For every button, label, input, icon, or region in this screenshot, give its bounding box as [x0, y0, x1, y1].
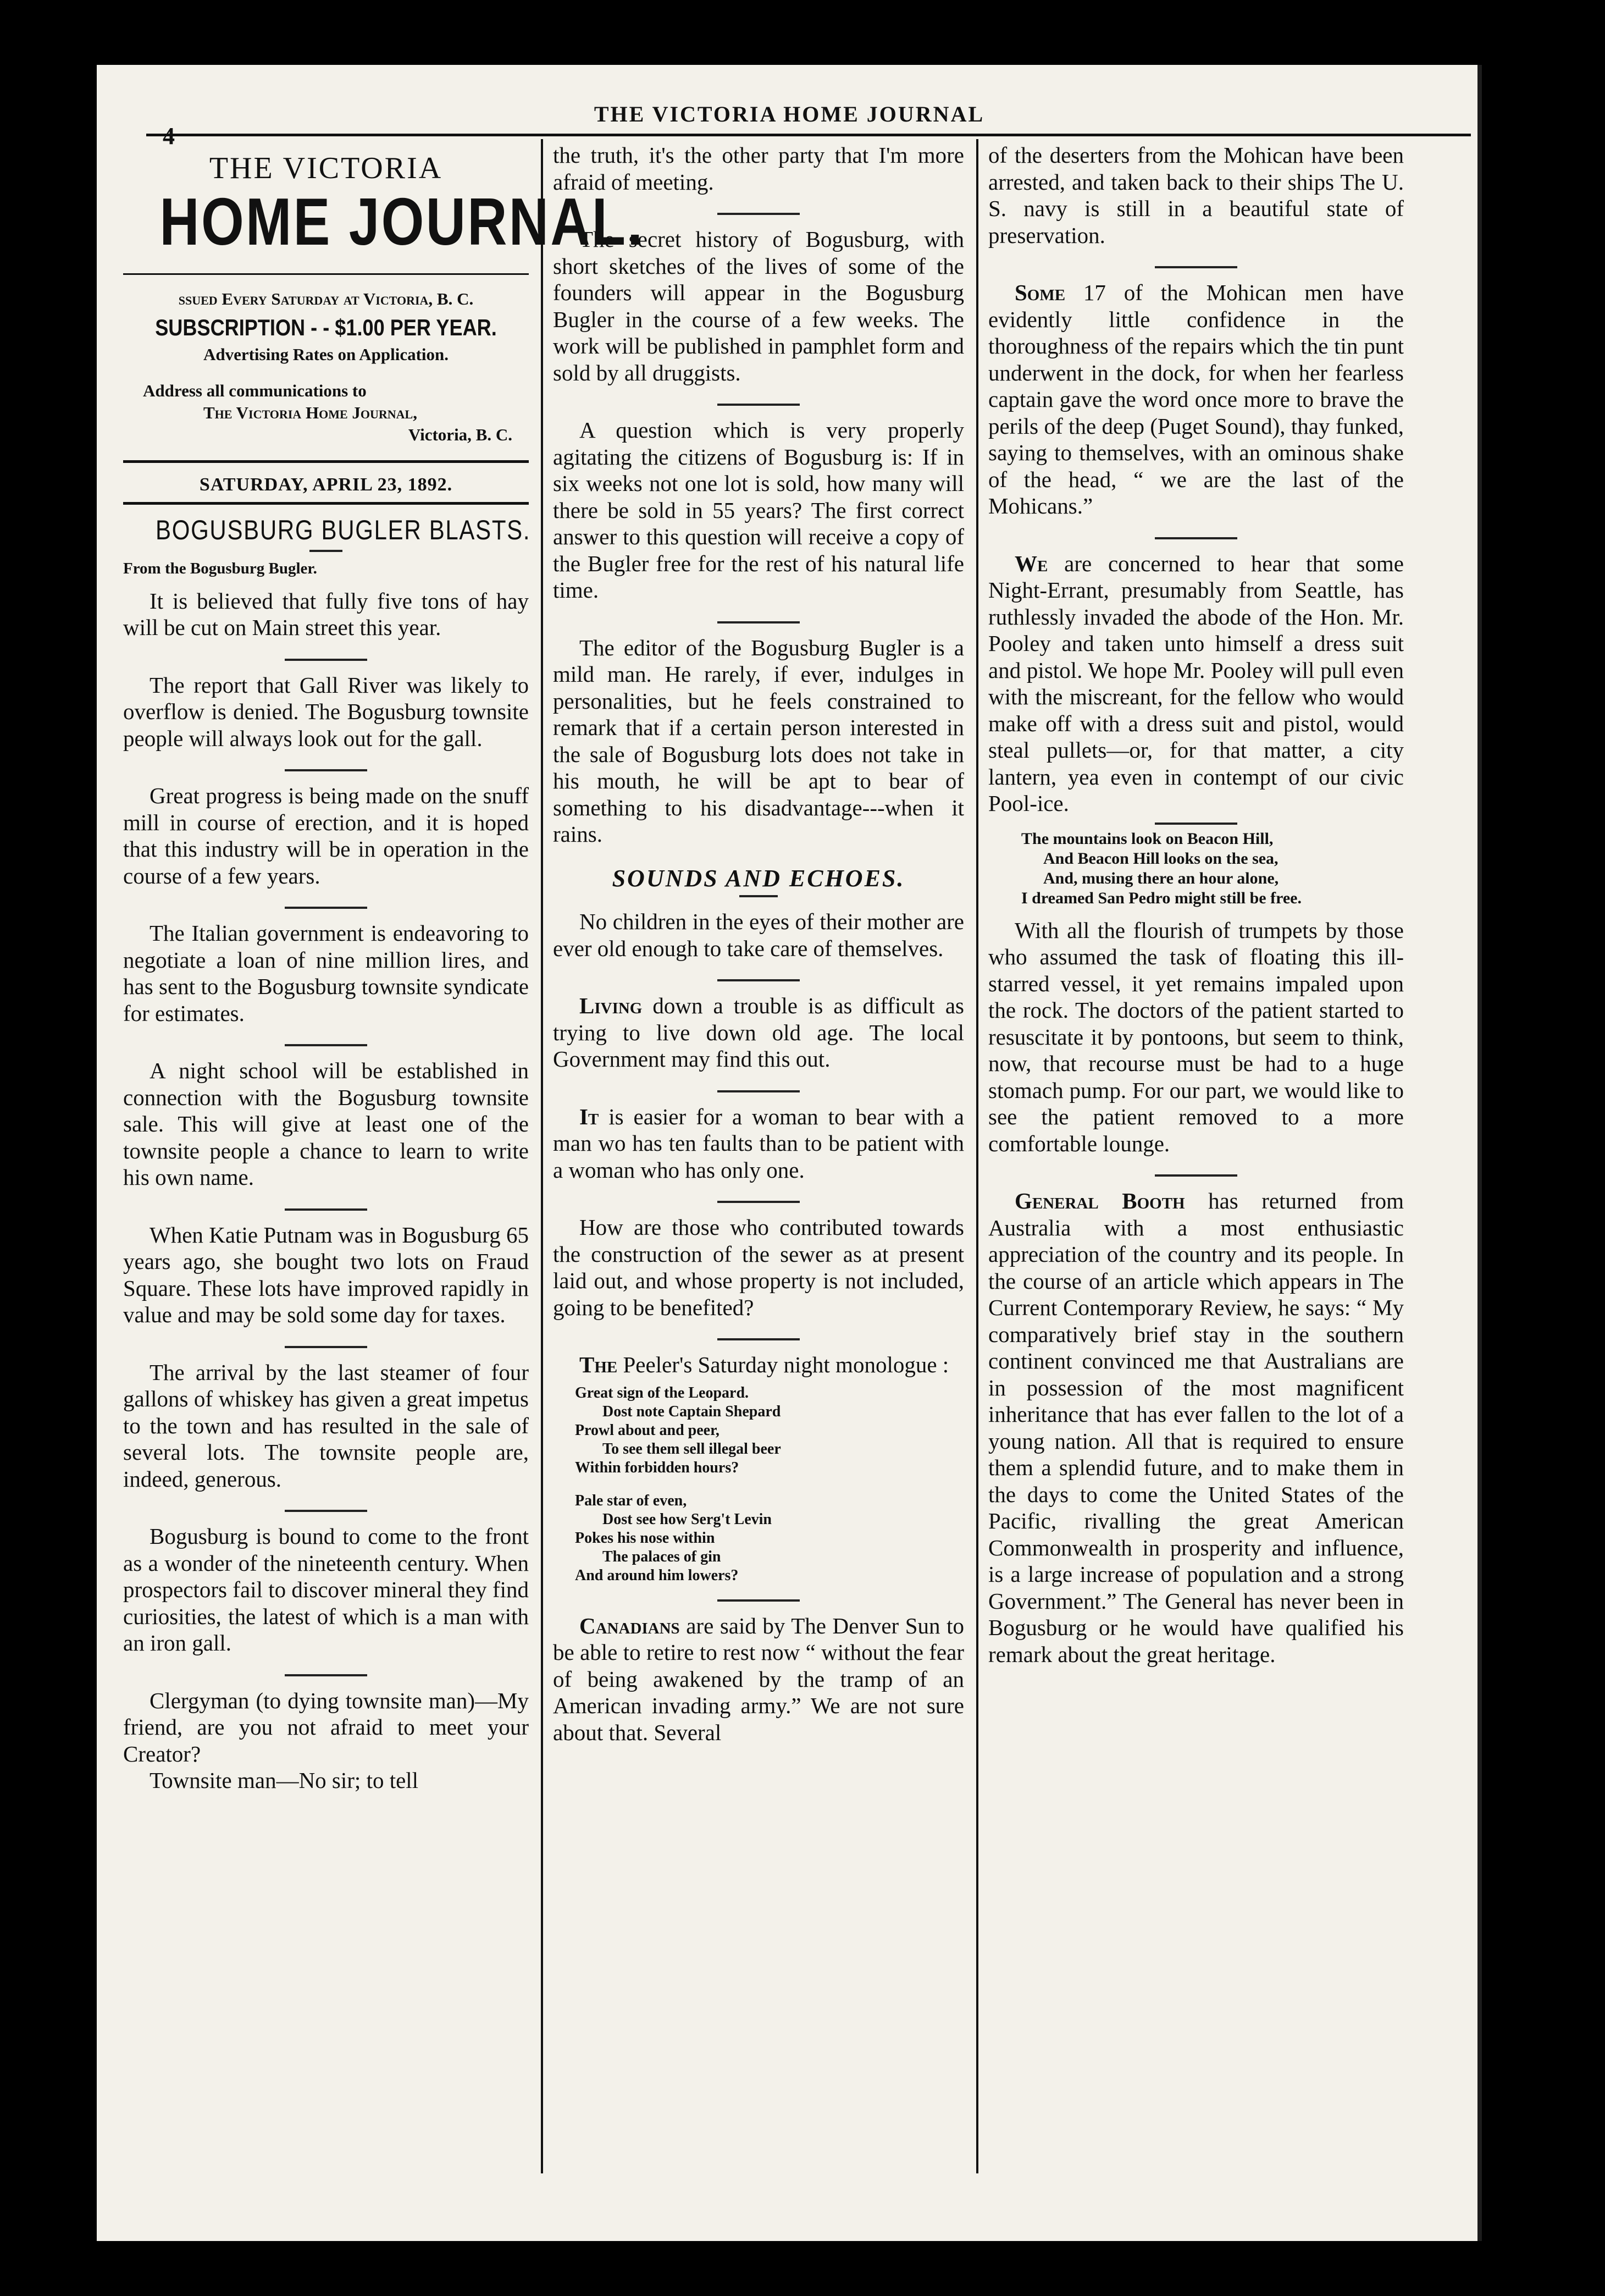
separator-dash: [1155, 266, 1237, 268]
separator-dash: [717, 1599, 800, 1602]
column-rule-1: [541, 139, 543, 2173]
paragraph-text: are said by The Denver Sun to be able to retire to rest now “ without the fear of being awakened by the tramp of an American invading army.” We are not sure about that. Several: [553, 1613, 964, 1745]
masthead-rule: [123, 273, 529, 275]
lead-word: We: [1015, 550, 1048, 576]
separator-dash: [285, 1510, 367, 1512]
poem-stanza-2: [575, 1492, 964, 1585]
poem-stanza-1: [575, 1384, 964, 1477]
separator-dash: [717, 213, 800, 215]
separator-dash: [717, 1338, 800, 1340]
article-paragraph: [553, 992, 964, 1073]
separator-dash: [285, 1674, 367, 1676]
masthead-title: HOME JOURNAL.: [159, 184, 645, 259]
section-heading-sounds: SOUNDS AND ECHOES.: [612, 864, 905, 892]
section-heading-bugler: BOGUSBURG BUGLER BLASTS.: [156, 514, 531, 545]
source-line: From the Bogusburg Bugler.: [123, 560, 317, 577]
poem-line: Pale star of even,: [575, 1492, 687, 1509]
article-paragraph: Townsite man—No sir; to tell: [150, 1768, 419, 1793]
article-paragraph: Bogusburg is bound to come to the front as a wonder of the nineteenth century. When prospectors fail to discover mineral they find curiosities, the latest of which is a man with an iron gall.: [123, 1524, 529, 1655]
page-edge: [1477, 65, 1482, 2241]
article-paragraph: The Italian government is endeavoring to negotiate a loan of nine million lires, and has sent to the Bogusburg townsite syndicate for estimates.: [123, 920, 529, 1026]
article-paragraph: With all the flourish of trumpets by those who assumed the task of floating this ill-starred vessel, it yet remains impaled upon the rock. The doctors of the patient started to resuscitate it by pontoons, but seem to think, now, that recourse must be had to a huge stomach pump. For our part, we would like to see the patient removed to a more comfortable lounge.: [988, 917, 1404, 1156]
article-paragraph: When Katie Putnam was in Bogusburg 65 years ago, she bought two lots on Fraud Square. These lots have improved rapidly in value and may be sold some day for taxes.: [123, 1222, 529, 1327]
paragraph-text: has returned from Australia with a most enthusiastic appreciation of the country and its people. In the course of an article which appears in The Current Contemporary Review, he says: “ My comparatively brief stay in the southern continent convinced me that Australians are in possession of the most magnificent inheritance that has ever fallen to the lot of a young nation. All that is required to ensure them a splendid future, and to make them in the days to come the United States of the Pacific, rivalling the great American Commonwealth in prosperity and influence, is a large increase of population and a strong Government.” The General has never been in Bogusburg or he would have qualified his remark about the great heritage.: [988, 1188, 1404, 1667]
address-line-1: Address all communications to: [143, 381, 367, 400]
newspaper-page: [97, 65, 1482, 2241]
poem-stanza: [1021, 829, 1404, 908]
article-paragraph: It is believed that fully five tons of hay will be cut on Main street this year.: [123, 588, 529, 640]
lead-word: Canadians: [579, 1613, 680, 1638]
lead-word: General Booth: [1015, 1188, 1185, 1213]
paragraph-text: down a trouble is as difficult as trying to live down old age. The local Government may find this out.: [553, 993, 964, 1072]
masthead-line1: THE VICTORIA: [209, 151, 443, 185]
poem-line: Dost note Captain Shepard: [602, 1403, 781, 1420]
separator-dash: [717, 979, 800, 981]
separator-dash: [717, 404, 800, 406]
article-paragraph: The secret history of Bogusburg, with short sketches of the lives of some of the founders will appear in the Bogusburg Bugler in the course of a few weeks. The work will be published in pamphlet form and sold by all druggists.: [553, 227, 964, 385]
article-paragraph: The report that Gall River was likely to overflow is denied. The Bogusburg townsite people will always look out for the gall.: [123, 672, 529, 751]
section-dash: [739, 895, 778, 897]
article-paragraph: [988, 1188, 1404, 1668]
article-paragraph: of the deserters from the Mohican have been arrested, and taken back to their ships The U. S. navy is still in a beautiful state of preservation.: [988, 142, 1404, 248]
article-paragraph: No children in the eyes of their mother are ever old enough to take care of themselves.: [553, 909, 964, 961]
address-line-2: The Victoria Home Journal,: [203, 403, 417, 422]
issued-line: ssued Every Saturday at Victoria, B. C.: [178, 289, 474, 308]
lead-word: Some: [1015, 280, 1066, 305]
paragraph-text: are concerned to hear that some Night-Errant, presumably from Seattle, has ruthlessly invaded the abode of the Hon. Mr. Pooley and taken unto himself a dress suit and pistol. We hope Mr. Pooley will pull even with the miscreant, for the fellow who would make off with a dress suit and pistol, would steal pullets—or, for that matter, a city lantern, yea even in contempt of our civic Pool-ice.: [988, 550, 1404, 816]
poem-line: And, musing there an hour alone,: [1043, 869, 1279, 887]
article-paragraph: The editor of the Bogusburg Bugler is a mild man. He rarely, if ever, indulges in personalities, but he feels constrained to remark that if a certain person interested in the sale of Bogusburg lots does not take in his mouth, he will be apt to bear of something to his disadvantage---when it rains.: [553, 634, 964, 847]
column-3: [988, 142, 1404, 1685]
column-2: [553, 142, 964, 1763]
article-paragraph: [553, 1351, 964, 1378]
article-paragraph: [553, 1103, 964, 1184]
poem-line: And around him lowers?: [575, 1566, 739, 1584]
article-paragraph: [988, 550, 1404, 817]
separator-dash: [285, 1044, 367, 1046]
poem-line: Prowl about and peer,: [575, 1421, 720, 1439]
poem-line: The mountains look on Beacon Hill,: [1021, 829, 1274, 848]
article-paragraph: [553, 1613, 964, 1746]
article-paragraph: The arrival by the last steamer of four gallons of whiskey has given a great impetus to the town and has resulted in the sale of several lots. The townsite people are, indeed, generous.: [123, 1359, 529, 1492]
paragraph-text: Peeler's Saturday night monologue :: [617, 1352, 949, 1377]
paragraph-text: is easier for a woman to bear with a man wo has ten faults than to be patient with a woman who has only one.: [553, 1103, 964, 1183]
article-paragraph: the truth, it's the other party that I'm more afraid of meeting.: [553, 142, 964, 195]
poem-line: Dost see how Serg't Levin: [602, 1510, 772, 1528]
poem-line: I dreamed San Pedro might still be free.: [1021, 888, 1302, 907]
poem-line: And Beacon Hill looks on the sea,: [1043, 849, 1279, 868]
poem-line: Great sign of the Leopard.: [575, 1384, 749, 1401]
header-rule: [146, 134, 1471, 136]
article-paragraph: A question which is very properly agitating the citizens of Bogusburg is: If in six weeks not one lot is sold, how many will there be sold in 55 years? The first correct answer to this question will receive a copy of the Bugler free for the rest of his natural life time.: [553, 417, 964, 603]
address-line-3: Victoria, B. C.: [408, 425, 512, 444]
article-paragraph: [988, 279, 1404, 520]
ad-rates-line: Advertising Rates on Application.: [203, 344, 449, 364]
lead-word: Living: [579, 993, 643, 1018]
article-paragraph: Great progress is being made on the snuff mill in course of erection, and it is hoped that this industry will be in operation in the course of a few years.: [123, 783, 529, 888]
running-head: THE VICTORIA HOME JOURNAL: [594, 102, 985, 126]
separator-dash: [1155, 537, 1237, 539]
subscription-line: SUBSCRIPTION - - $1.00 PER YEAR.: [155, 314, 497, 340]
page-number: 4: [163, 123, 175, 150]
separator-dash: [285, 907, 367, 909]
lead-word: It: [579, 1103, 599, 1129]
separator-dash: [1155, 823, 1237, 825]
date-rule-bottom: [123, 502, 529, 505]
separator-dash: [285, 659, 367, 661]
separator-dash: [285, 1346, 367, 1348]
date-rule-top: [123, 460, 529, 463]
dateline: SATURDAY, APRIL 23, 1892.: [199, 474, 453, 495]
address-block: [123, 380, 529, 446]
column-rule-2: [976, 139, 978, 2173]
poem-line: Within forbidden hours?: [575, 1459, 739, 1476]
poem-line: To see them sell illegal beer: [602, 1440, 781, 1458]
article-paragraph: A night school will be established in connection with the Bogusburg townsite sale. This will give at least one of the townsite people a chance to learn to write his own name.: [123, 1058, 529, 1190]
article-paragraph: Clergyman (to dying townsite man)—My friend, are you not afraid to meet your Creator?: [123, 1687, 529, 1767]
lead-word: The: [579, 1352, 618, 1377]
separator-dash: [717, 1201, 800, 1203]
article-paragraph: How are those who contributed towards the construction of the sewer as at present laid out, and whose property is not included, going to be benefited?: [553, 1215, 964, 1320]
poem-line: Pokes his nose within: [575, 1529, 715, 1547]
paragraph-text: 17 of the Mohican men have evidently little confidence in the thoroughness of the repairs which the tin punt underwent in the dock, for when her fearless captain gave the word once more to brave the perils of the deep (Puget Sound), thay funked, saying to themselves, with an ominous shake of the head, “ we are the last of the Mohicans.”: [988, 280, 1404, 518]
poem-line: The palaces of gin: [602, 1548, 721, 1565]
separator-dash: [1155, 1174, 1237, 1177]
separator-dash: [717, 1090, 800, 1092]
separator-dash: [717, 621, 800, 623]
section-dash: [309, 550, 342, 552]
separator-dash: [285, 769, 367, 771]
separator-dash: [285, 1208, 367, 1211]
